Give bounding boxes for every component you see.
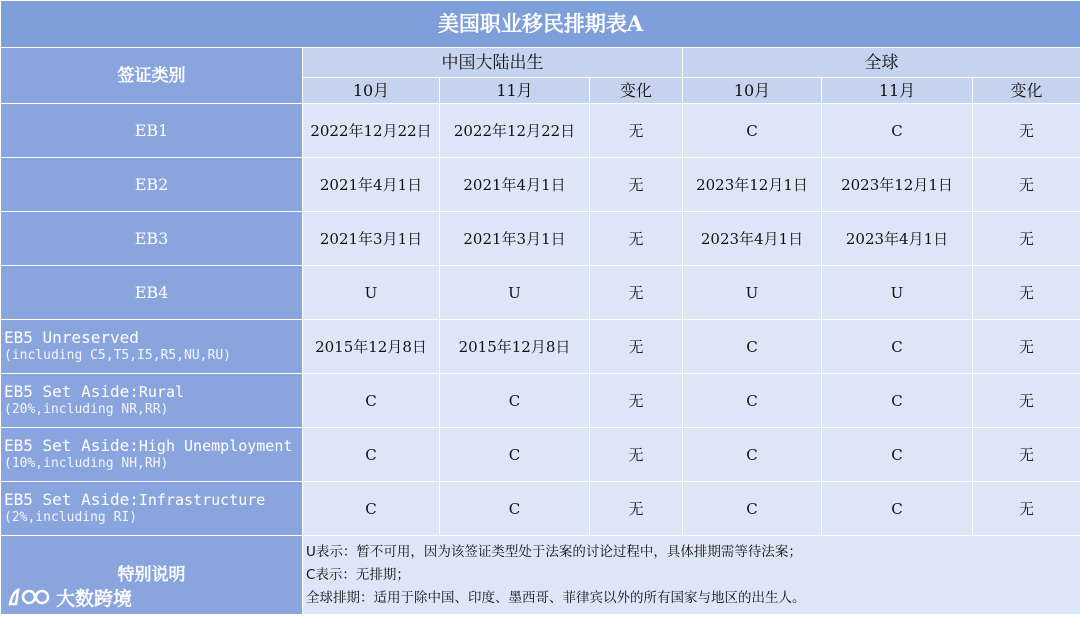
table-cell: 无 — [973, 374, 1080, 428]
table-cell: 无 — [590, 212, 683, 266]
table-cell: 无 — [590, 104, 683, 158]
note-line: C表示：无排期； — [306, 566, 410, 583]
row-label: EB1 — [1, 104, 303, 158]
table-cell: 无 — [973, 212, 1080, 266]
table-cell: C — [683, 374, 822, 428]
sub-header: 10月 — [303, 78, 440, 104]
row-label — [1, 320, 303, 374]
notes-content — [303, 536, 1080, 615]
table-cell: U — [303, 266, 440, 320]
table-row — [1, 104, 1080, 158]
table-cell: C — [683, 482, 822, 536]
sub-header: 11月 — [440, 78, 590, 104]
note-line: U表示：暂不可用，因为该签证类型处于法案的讨论过程中，具体排期需等待法案； — [306, 543, 802, 560]
watermark — [8, 583, 132, 611]
table-cell: 2023年4月1日 — [822, 212, 973, 266]
group-header-global: 全球 — [683, 48, 1080, 78]
row-label: EB4 — [1, 266, 303, 320]
row-label — [1, 428, 303, 482]
table-cell: C — [303, 374, 440, 428]
row-label-sub: (10%,including NH,RH) — [4, 455, 169, 471]
table-cell: 无 — [590, 482, 683, 536]
notes-row — [1, 536, 1080, 615]
row-label-sub: (including C5,T5,I5,R5,NU,RU) — [4, 347, 231, 363]
bigdata-logo-icon — [8, 586, 52, 608]
table-cell: 2021年4月1日 — [440, 158, 590, 212]
table-row — [1, 482, 1080, 536]
row-label-main: EB5 Set Aside: — [4, 381, 139, 401]
row-label-sub: (2%,including RI) — [4, 509, 138, 525]
row-label-main: EB5 Unreserved — [4, 327, 139, 347]
sub-header: 变化 — [590, 78, 683, 104]
notes-label: 特别说明 — [1, 536, 303, 615]
table-cell: 无 — [973, 428, 1080, 482]
table-cell: 无 — [590, 158, 683, 212]
row-label-extra: Rural — [138, 382, 185, 401]
table-row — [1, 158, 1080, 212]
table-cell: C — [822, 428, 973, 482]
table-cell: U — [683, 266, 822, 320]
table-cell: C — [683, 320, 822, 374]
table-cell: 2021年3月1日 — [440, 212, 590, 266]
table-cell: 2022年12月22日 — [440, 104, 590, 158]
table-cell: U — [440, 266, 590, 320]
table-row — [1, 428, 1080, 482]
table-cell: 2023年12月1日 — [822, 158, 973, 212]
table-cell: 2021年3月1日 — [303, 212, 440, 266]
table-cell: 2023年12月1日 — [683, 158, 822, 212]
sub-header: 10月 — [683, 78, 822, 104]
table-cell: 无 — [590, 428, 683, 482]
table-cell: C — [822, 482, 973, 536]
table-row — [1, 266, 1080, 320]
sub-header: 11月 — [822, 78, 973, 104]
table-cell: 无 — [590, 266, 683, 320]
category-header: 签证类别 — [1, 48, 303, 104]
table-row — [1, 212, 1080, 266]
table-row — [1, 320, 1080, 374]
row-label — [1, 374, 303, 428]
table-cell: C — [440, 428, 590, 482]
table-cell: 无 — [973, 482, 1080, 536]
note-line: 全球排期：适用于除中国、印度、墨西哥、菲律宾以外的所有国家与地区的出生人。 — [306, 589, 806, 606]
sub-header: 变化 — [973, 78, 1080, 104]
table-cell: 无 — [590, 320, 683, 374]
table-cell: C — [822, 374, 973, 428]
group-header-china: 中国大陆出生 — [303, 48, 683, 78]
watermark-text: 大数跨境 — [56, 587, 133, 610]
table-cell: 无 — [973, 266, 1080, 320]
row-label: EB3 — [1, 212, 303, 266]
table-cell: 无 — [973, 320, 1080, 374]
table-cell: C — [303, 482, 440, 536]
table-cell: C — [303, 428, 440, 482]
table-cell: C — [683, 104, 822, 158]
table-cell: C — [822, 320, 973, 374]
table-cell: 无 — [973, 104, 1080, 158]
row-label: EB2 — [1, 158, 303, 212]
row-label-main: EB5 Set Aside: — [4, 435, 139, 455]
table-row — [1, 374, 1080, 428]
table-title: 美国职业移民排期表A — [1, 1, 1080, 48]
table-cell: 2023年4月1日 — [683, 212, 822, 266]
table-cell: 无 — [590, 374, 683, 428]
row-label — [1, 482, 303, 536]
row-label-sub: (20%,including NR,RR) — [4, 401, 169, 417]
table-cell: C — [683, 428, 822, 482]
row-label-extra: Infrastructure — [138, 490, 266, 509]
table-cell: 2015年12月8日 — [303, 320, 440, 374]
table-cell: 2021年4月1日 — [303, 158, 440, 212]
table-cell: 2015年12月8日 — [440, 320, 590, 374]
table-cell: U — [822, 266, 973, 320]
table-cell: C — [440, 482, 590, 536]
table-cell: 2022年12月22日 — [303, 104, 440, 158]
table-cell: C — [440, 374, 590, 428]
row-label-main: EB5 Set Aside: — [4, 489, 139, 509]
row-label-extra: High Unemployment — [138, 436, 293, 455]
table-cell: C — [822, 104, 973, 158]
table-cell: 无 — [973, 158, 1080, 212]
